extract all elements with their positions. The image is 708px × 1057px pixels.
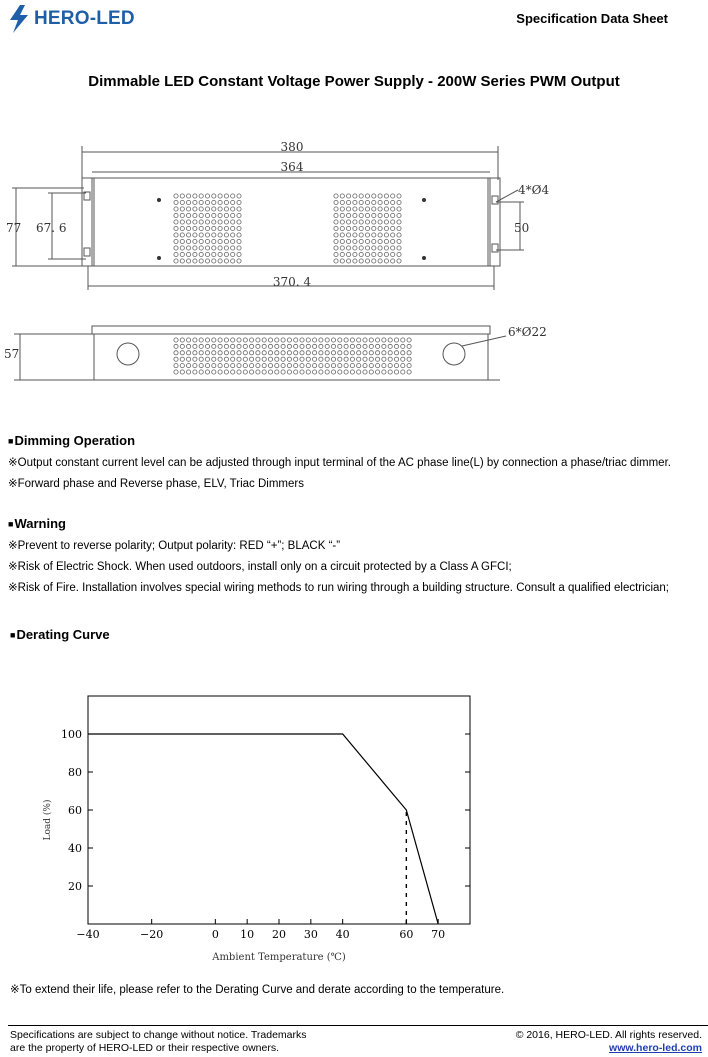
warning-line-2: ※Risk of Electric Shock. When used outdoors, install only on a circuit protected by a Class A GFCI; (8, 561, 512, 573)
lightning-icon (6, 4, 32, 34)
dim-364: 364 (280, 160, 304, 174)
dimming-line-2: ※Forward phase and Reverse phase, ELV, Triac Dimmers (8, 478, 304, 490)
dimming-heading: ■Dimming Operation (8, 433, 136, 448)
dim-67-6: 67. 6 (36, 221, 67, 235)
dim-knockouts: 6*Ø22 (508, 325, 547, 339)
dim-50: 50 (514, 221, 530, 235)
sheet-title: Specification Data Sheet (516, 11, 668, 26)
dim-holes: 4*Ø4 (518, 183, 550, 197)
plot-frame (88, 696, 470, 924)
dim-57: 57 (4, 347, 20, 361)
x-tick-label: −40 (76, 928, 100, 941)
dimming-line-1: ※Output constant current level can be adjusted through input terminal of the AC phase line(L) by connection a phase/triac dimmer. (8, 457, 671, 469)
x-tick-label: 0 (211, 928, 219, 941)
brand-name: HERO-LED (34, 8, 135, 29)
footer-divider (8, 1025, 708, 1026)
footer-copyright: © 2016, HERO-LED. All rights reserved. (515, 1029, 702, 1041)
warning-line-1: ※Prevent to reverse polarity; Output polarity: RED “+”; BLACK “-” (8, 540, 341, 552)
y-tick-label: 60 (68, 804, 82, 817)
x-tick-label: 20 (272, 928, 286, 941)
footer-disclaimer (10, 1029, 307, 1055)
warning-line-3: ※Risk of Fire. Installation involves special wiring methods to run wiring through a building structure. Consult a qualified electrician; (8, 582, 669, 594)
derating-heading: ■Derating Curve (10, 627, 110, 642)
footer-right (516, 1029, 702, 1055)
warning-heading: ■Warning (8, 516, 66, 531)
brand-logo (6, 4, 135, 34)
footer-line-1: Specifications are subject to change without notice. Trademarks (10, 1029, 307, 1041)
y-tick-label: 80 (68, 766, 82, 779)
footer-url-link[interactable]: www.hero-led.com (609, 1042, 702, 1054)
x-tick-label: 30 (303, 928, 318, 941)
x-axis-label: Ambient Temperature (℃) (212, 952, 346, 963)
dim-370: 370. 4 (272, 275, 312, 289)
derating-chart (0, 680, 708, 970)
x-tick-label: 70 (431, 928, 446, 941)
y-tick-label: 100 (61, 728, 82, 741)
footer-line-2: are the property of HERO-LED or their respective owners. (10, 1042, 280, 1054)
x-tick-label: 40 (335, 928, 350, 941)
derating-note: ※To extend their life, please refer to the Derating Curve and derate according to the temperature. (10, 984, 505, 996)
derating-line (88, 734, 438, 924)
y-tick-label: 40 (68, 842, 82, 855)
dim-380: 380 (280, 140, 304, 154)
x-tick-label: 60 (399, 928, 414, 941)
dim-77: 77 (6, 221, 22, 235)
x-tick-label: 10 (240, 928, 255, 941)
y-axis-label: Load (%) (43, 799, 53, 841)
page-title: Dimmable LED Constant Voltage Power Supply - 200W Series PWM Output (88, 73, 620, 90)
x-tick-label: −20 (140, 928, 164, 941)
y-tick-label: 20 (68, 880, 82, 893)
mechanical-drawing (0, 140, 708, 400)
